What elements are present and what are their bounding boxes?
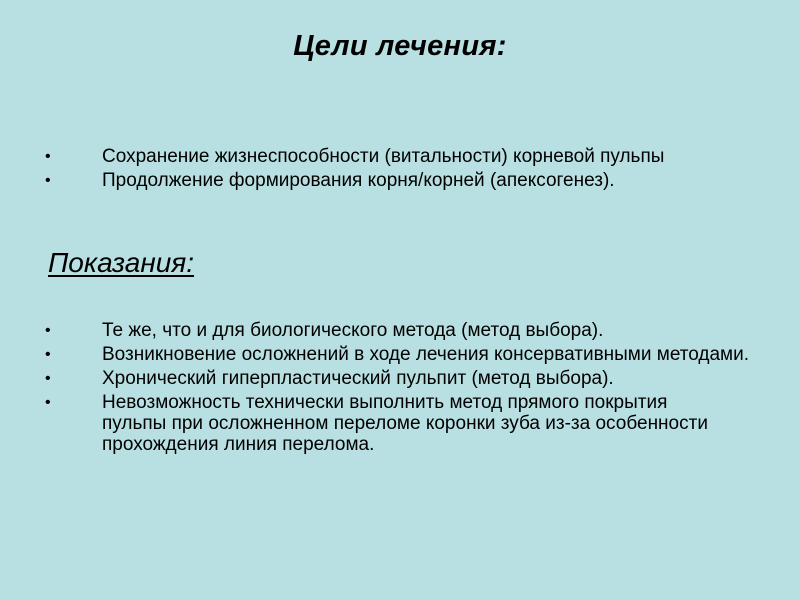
goal-text: Сохранение жизнеспособности (витальности) корневой пульпы — [102, 146, 665, 167]
indication-text: Возникновение осложнений в ходе лечения консервативными методами. — [102, 344, 750, 365]
bullet-icon: • — [45, 148, 51, 165]
indication-text: Невозможность технически выполнить метод прямого покрытия пульпы при осложненном переломе коронки зуба из-за особенности прохождения линия перелома. — [102, 392, 708, 455]
list-item — [0, 320, 800, 341]
goal-text: Продолжение формирования корня/корней (апексогенез). — [102, 170, 615, 191]
bullet-icon: • — [45, 322, 51, 339]
indications-heading: Показания: — [48, 247, 195, 278]
bullet-icon: • — [45, 172, 51, 189]
list-item — [0, 146, 800, 167]
list-item — [0, 368, 800, 389]
list-item — [0, 170, 800, 191]
bullet-icon: • — [45, 370, 51, 387]
indication-text: Те же, что и для биологического метода (метод выбора). — [102, 320, 604, 341]
list-item — [0, 392, 800, 455]
indication-text: Хронический гиперпластический пульпит (метод выбора). — [102, 368, 614, 389]
bullet-icon: • — [45, 346, 51, 363]
list-item — [0, 344, 800, 365]
goals-list — [0, 146, 800, 194]
bullet-icon: • — [45, 394, 51, 411]
indications-list — [0, 320, 800, 458]
slide-title: Цели лечения: — [293, 30, 507, 62]
